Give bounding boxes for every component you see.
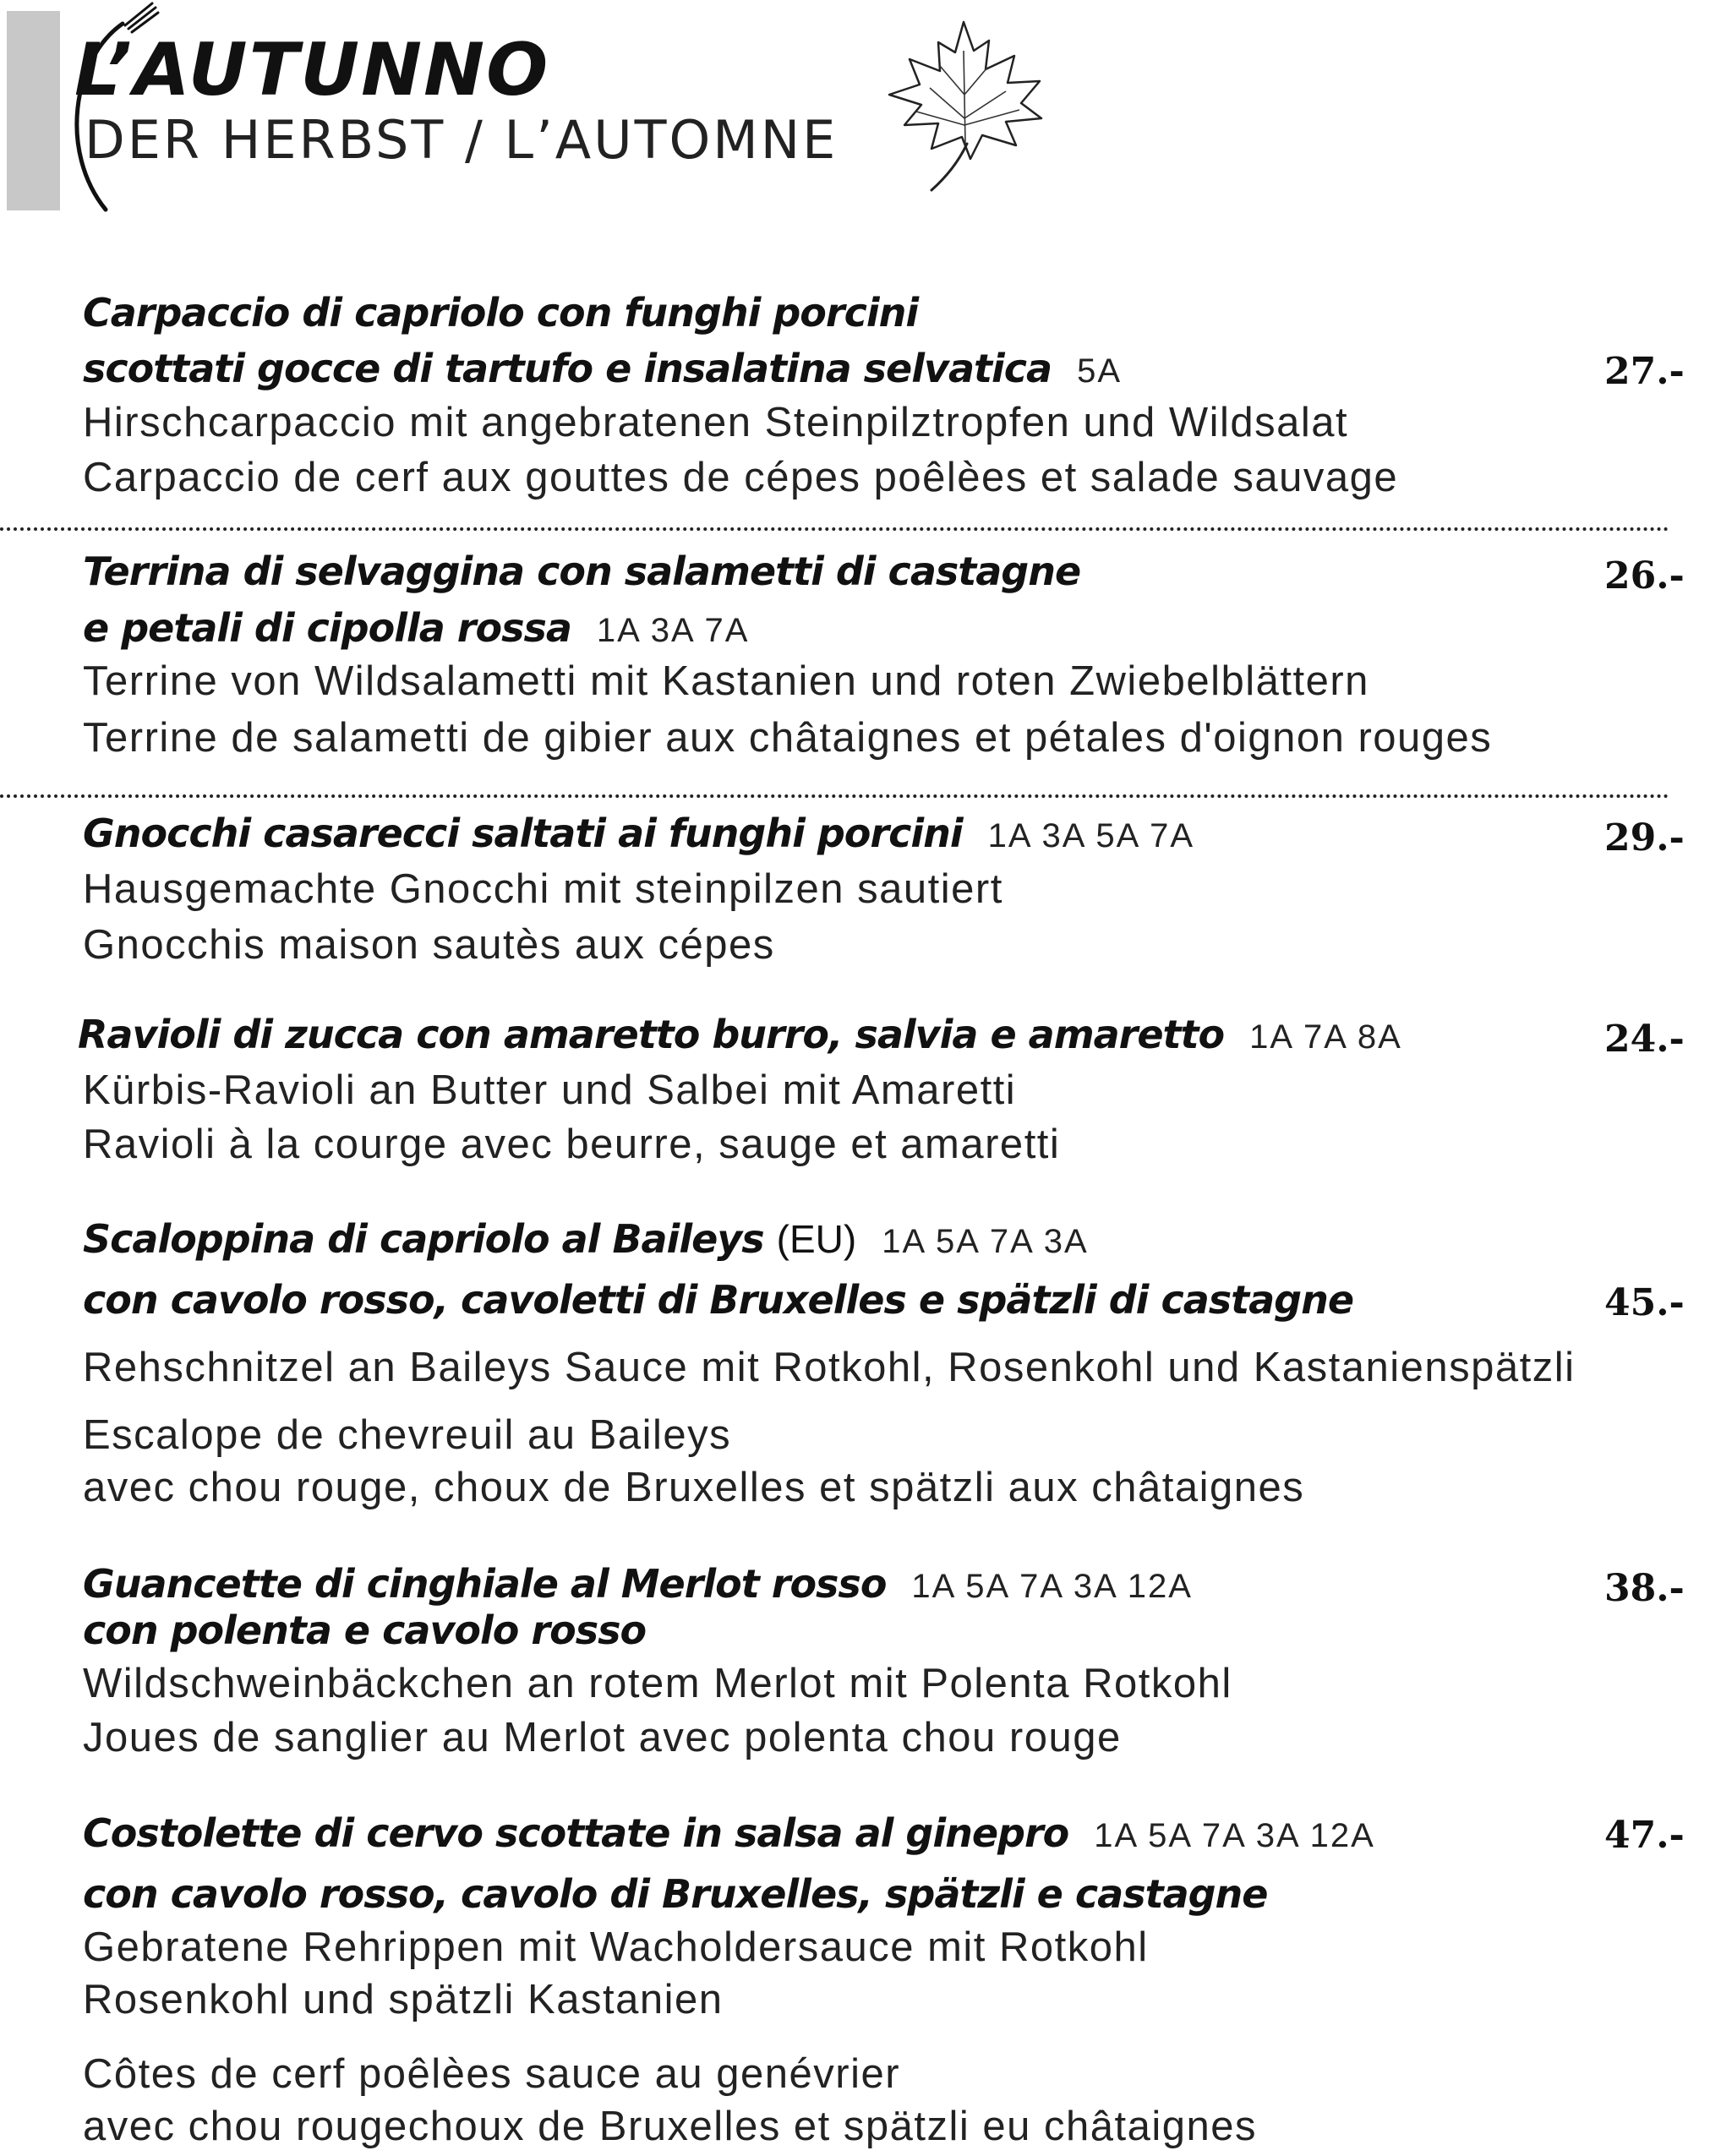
page-subtitle: DER HERBST / L’AUTOMNE: [85, 109, 839, 171]
dish-description-french: Ravioli à la courge avec beurre, sauge et amaretti: [83, 1122, 1061, 1167]
page-title: L’AUTUNNO: [74, 28, 550, 112]
dish-price: 38.-: [1604, 1567, 1685, 1610]
dish-price: 24.-: [1604, 1018, 1685, 1061]
dish-name-italian: con cavolo rosso, cavolo di Bruxelles, spätzli e castagne: [83, 1871, 1268, 1917]
allergen-codes: 1A 5A 7A 3A: [882, 1223, 1089, 1260]
dish-name-italian: Guancette di cinghiale al Merlot rosso 1A 5A 7A 3A 12A: [83, 1561, 1193, 1607]
dish-description-german: Terrine von Wildsalametti mit Kastanien und roten Zwiebelblättern: [83, 658, 1369, 704]
dish-name-italian: Scaloppina di capriolo al Baileys (EU) 1A 5A 7A 3A: [83, 1216, 1089, 1262]
dish-price: 26.-: [1604, 554, 1685, 598]
dish-name-italian: Gnocchi casarecci saltati ai funghi porcini 1A 3A 5A 7A: [83, 811, 1195, 856]
dish-description-french: Joues de sanglier au Merlot avec polenta chou rouge: [83, 1715, 1122, 1760]
dish-price: 45.-: [1604, 1281, 1685, 1324]
dish-description-french: avec chou rouge, choux de Bruxelles et spätzli aux châtaignes: [83, 1465, 1305, 1510]
dish-price: 47.-: [1604, 1814, 1685, 1857]
dish-description-french: Côtes de cerf poêlèes sauce au genévrier: [83, 2051, 901, 2097]
maple-leaf-icon: [879, 17, 1048, 194]
allergen-codes: 1A 5A 7A 3A 12A: [1094, 1817, 1375, 1854]
dish-name-italian: Costolette di cervo scottate in salsa al ginepro 1A 5A 7A 3A 12A: [83, 1810, 1375, 1856]
dish-name-italian: Carpaccio di capriolo con funghi porcini: [83, 290, 919, 336]
dish-price: 29.-: [1604, 816, 1685, 860]
dish-description-french: Gnocchis maison sautès aux cépes: [83, 922, 775, 968]
dish-name-italian: Ravioli di zucca con amaretto burro, salvia e amaretto 1A 7A 8A: [78, 1012, 1402, 1057]
dish-description-french: Terrine de salametti de gibier aux châtaignes et pétales d'oignon rouges: [83, 715, 1493, 761]
dish-description-german: Wildschweinbäckchen an rotem Merlot mit Polenta Rotkohl: [83, 1661, 1232, 1706]
allergen-codes: 1A 7A 8A: [1249, 1018, 1402, 1056]
origin-tag: (EU): [776, 1217, 857, 1261]
dotted-divider: [0, 794, 1669, 798]
dish-price: 27.-: [1604, 350, 1685, 393]
dish-description-french: Escalope de chevreuil au Baileys: [83, 1412, 732, 1458]
dish-name-italian: e petali di cipolla rossa 1A 3A 7A: [83, 605, 750, 651]
allergen-codes: 1A 3A 7A: [596, 612, 750, 649]
allergen-codes: 1A 5A 7A 3A 12A: [911, 1568, 1193, 1605]
dotted-divider: [0, 527, 1669, 531]
dish-description-german: Kürbis-Ravioli an Butter und Salbei mit Amaretti: [83, 1067, 1017, 1113]
allergen-codes: 1A 3A 5A 7A: [987, 817, 1195, 854]
allergen-codes: 5A: [1077, 352, 1123, 390]
dish-description-french: avec chou rougechoux de Bruxelles et spätzli eu châtaignes: [83, 2104, 1258, 2149]
dish-description-german: Hirschcarpaccio mit angebratenen Steinpilztropfen und Wildsalat: [83, 400, 1349, 445]
dish-description-german: Rosenkohl und spätzli Kastanien: [83, 1977, 724, 2022]
dish-description-german: Gebratene Rehrippen mit Wacholdersauce mit Rotkohl: [83, 1924, 1149, 1970]
dish-name-italian: Terrina di selvaggina con salametti di castagne: [83, 549, 1081, 594]
dish-name-italian: scottati gocce di tartufo e insalatina selvatica 5A: [83, 346, 1123, 391]
dish-description-german: Hausgemachte Gnocchi mit steinpilzen sautiert: [83, 866, 1003, 912]
dish-description-french: Carpaccio de cerf aux gouttes de cépes poêlèes et salade sauvage: [83, 455, 1399, 500]
dish-name-italian: con polenta e cavolo rosso: [83, 1607, 647, 1653]
dish-description-german: Rehschnitzel an Baileys Sauce mit Rotkohl, Rosenkohl und Kastanienspätzli: [83, 1345, 1576, 1390]
dish-name-italian: con cavolo rosso, cavoletti di Bruxelles e spätzli di castagne: [83, 1277, 1354, 1323]
